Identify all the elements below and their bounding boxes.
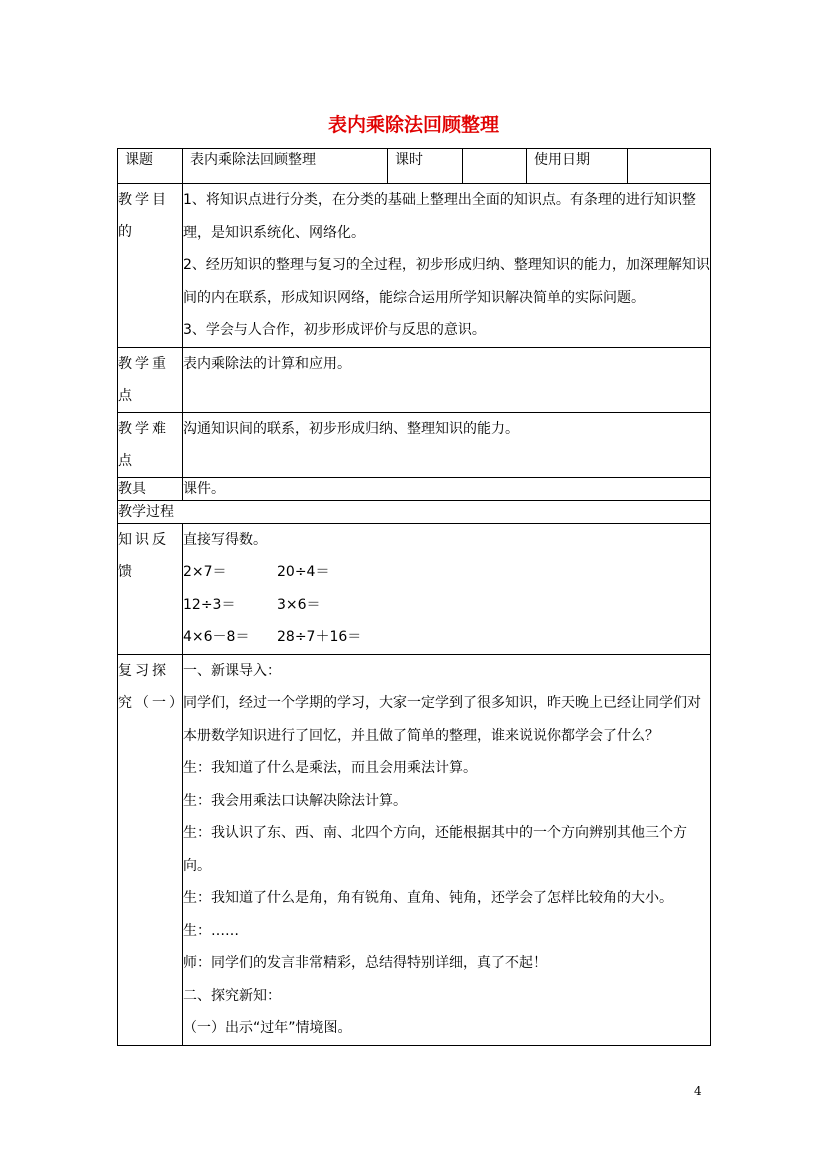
problem-line [183,621,710,654]
problem: 12÷3＝ [183,596,236,613]
review-line: 一、新课导入： [183,662,281,679]
review-line: 师：同学们的发言非常精彩，总结得特别详细，真了不起！ [183,955,547,971]
feedback-label: 知识反馈 [118,523,183,654]
review-line: 生：我知道了什么是角，角有锐角、直角、钝角，还学会了怎样比较角的大小。 [183,890,673,906]
goals-label: 教学目的 [118,184,183,348]
topic-label-cell [118,149,183,184]
problem: 2×7＝ [183,564,227,580]
tools-content: 课件。 [183,477,711,500]
feedback-intro: 直接写得数。 [183,531,267,548]
focus-content: 表内乘除法的计算和应用。 [183,347,711,412]
date-cell [628,149,711,184]
date-label-cell [527,149,628,184]
goals-content [183,184,711,348]
document-title: 表内乘除法回顾整理 [327,114,499,136]
period-label: 课时 [395,152,423,168]
topic-value: 表内乘除法回顾整理 [190,152,316,168]
review-line: 生：我认识了东、西、南、北四个方向，还能根据其中的一个方向辨别其他三个方向。 [183,825,687,874]
problem-line [183,589,710,622]
difficulty-row [118,412,711,477]
process-label: 教学过程 [118,500,711,523]
difficulty-label: 教学难点 [118,412,183,477]
period-cell [463,149,527,184]
problem: 20÷4＝ [277,564,330,580]
goal-item: 2、经历知识的整理与复习的全过程，初步形成归纳、整理知识的能力，加深理解知识间的内在联系，形成知识网络，能综合运用所学知识解决简单的实际问题。 [183,257,710,306]
tools-label: 教具 [118,477,183,500]
period-label-cell [388,149,463,184]
goal-item: 1、将知识点进行分类，在分类的基础上整理出全面的知识点。有条理的进行知识整理，是知识系统化、网络化。 [183,192,696,241]
problem: 28÷7＋16＝ [277,629,362,645]
goals-row [118,184,711,348]
lesson-plan-table [117,148,711,1046]
review-content [183,654,711,1045]
feedback-row [118,523,711,654]
date-label: 使用日期 [534,152,590,168]
tools-row [118,477,711,500]
goal-item: 3、学会与人合作，初步形成评价与反思的意识。 [183,322,486,338]
focus-row [118,347,711,412]
page-number: 4 [694,1084,702,1098]
problem: 4×6－8＝ [183,629,250,645]
review-line: 二、探究新知： [183,987,281,1004]
review-line: （一）出示“过年”情境图。 [183,1020,352,1036]
review-line: 生：我知道了什么是乘法，而且会用乘法计算。 [183,760,477,776]
feedback-content [183,523,711,654]
topic-cell [183,149,388,184]
difficulty-content: 沟通知识间的联系，初步形成归纳、整理知识的能力。 [183,412,711,477]
header-row [118,149,711,184]
focus-label: 教学重点 [118,347,183,412]
review-row [118,654,711,1045]
review-line: 同学们，经过一个学期的学习，大家一定学到了很多知识，昨天晚上已经让同学们对本册数学知识进行了回忆，并且做了简单的整理，谁来说说你都学会了什么？ [183,695,701,744]
process-row [118,500,711,523]
review-label: 复习探究（一） [118,654,183,1045]
problem-line [183,556,710,589]
problem: 3×6＝ [277,596,321,613]
review-line: 生：…… [183,922,239,939]
topic-label: 课题 [125,152,153,168]
review-line: 生：我会用乘法口诀解决除法计算。 [183,792,407,809]
